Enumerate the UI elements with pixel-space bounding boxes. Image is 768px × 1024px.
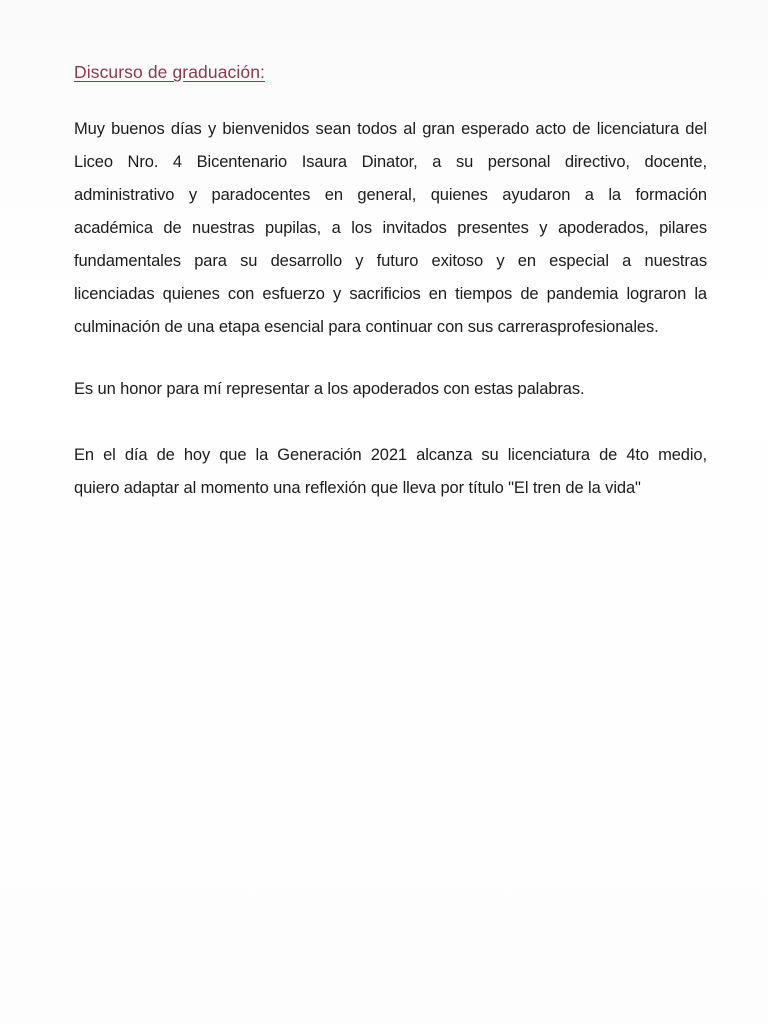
paragraph-line: culminación de una etapa esencial para continuar con sus carrerasprofesionales. bbox=[74, 318, 659, 336]
paragraph-line: académica de nuestras pupilas, a los invitados presentes y apoderados, pilares bbox=[74, 219, 707, 237]
paragraph-line: Liceo Nro. 4 Bicentenario Isaura Dinator, a su personal directivo, docente, bbox=[74, 153, 707, 171]
paragraph-line: administrativo y paradocentes en general, quienes ayudaron a la formación bbox=[74, 186, 707, 204]
paragraph-welcome bbox=[74, 113, 707, 344]
paragraph-line: quiero adaptar al momento una reflexión que lleva por título "El tren de la vida" bbox=[74, 479, 641, 497]
paragraph-line: fundamentales para su desarrollo y futuro exitoso y en especial a nuestras bbox=[74, 252, 707, 270]
paragraph-line: En el día de hoy que la Generación 2021 alcanza su licenciatura de 4to medio, bbox=[74, 446, 707, 464]
paragraph-line: Es un honor para mí representar a los apoderados con estas palabras. bbox=[74, 380, 585, 398]
paragraph-line: Muy buenos días y bienvenidos sean todos al gran esperado acto de licenciatura del bbox=[74, 120, 707, 138]
paragraph-generation bbox=[74, 439, 707, 505]
document-title: Discurso de graduación: bbox=[74, 62, 266, 82]
paragraph-honor bbox=[74, 373, 707, 406]
paragraph-line: licenciadas quienes con esfuerzo y sacrificios en tiempos de pandemia lograron la bbox=[74, 285, 707, 303]
